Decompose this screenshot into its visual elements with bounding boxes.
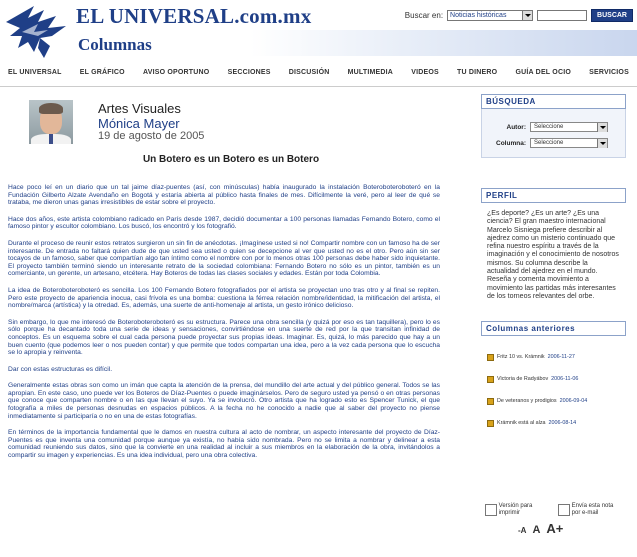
article-paragraph: Sin embargo, lo que me interesó de Boteroboteroboteró es su estructura. Parece una obra sencilla (y quizá por eso es tan taquillera), pero lo es sólo porque ha decantado toda una serie de ideas y sensaciones, convirtiéndose en una suerte de red por la que transitan infinidad de conceptos. Es un esquema sobre el cual cada persona puede proyectar sus propias ideas. Imaginar. Es, quizá, lo más parecido que hay a un buen cuento (que podemos leer o nos pueden contar) y que permite que todos compartan una idea, pero a la vez cada persona que lo escucha se lo apropia y reinventa.: [8, 318, 440, 357]
article-body: [8, 184, 440, 469]
search-input[interactable]: [537, 10, 587, 21]
list-item[interactable]: [481, 368, 626, 390]
column-author[interactable]: Mónica Mayer: [98, 116, 180, 131]
site-header: [0, 0, 637, 64]
columnas-anteriores-list: [481, 336, 626, 434]
print-label: Versión para imprimir: [498, 503, 533, 516]
nav-multimedia[interactable]: MULTIMEDIA: [347, 69, 394, 76]
autor-select-value: Seleccione: [534, 124, 564, 130]
bullet-icon: [487, 354, 494, 361]
article-paragraph: Hace poco leí en un diario que un tal jaime díaz-puentes (así, con minúsculas) había inaugurado la instalación Boteroboteroboteró en la Fundación Gilberto Alzate Avendaño en Bogotá y estaría abierta al público hasta finales de mes. Difícilmente la veré, pero al leer de qué se trataba, me dieron unas ganas irresistibles de estar sobre el proyecto.: [8, 184, 440, 207]
columna-label: Columna:: [496, 139, 526, 147]
columna-select[interactable]: [530, 138, 608, 148]
search-label: Buscar en:: [404, 11, 444, 20]
autor-select[interactable]: [530, 122, 608, 132]
email-label: Envía esta nota por e-mail: [571, 503, 614, 516]
search-scope-value: Noticias históricas: [450, 12, 507, 19]
autor-label: Autor:: [506, 123, 526, 131]
previous-column-title[interactable]: Fritz 10 vs. Krámnik: [497, 354, 545, 360]
bullet-icon: [487, 398, 494, 405]
previous-column-date: 2006-08-14: [548, 420, 577, 426]
nav-el-universal[interactable]: EL UNIVERSAL: [8, 69, 62, 76]
chevron-down-icon: [522, 11, 532, 20]
font-larger-button[interactable]: A+: [546, 521, 564, 536]
chevron-down-icon: [597, 139, 607, 148]
article-paragraph: En términos de la importancia fundamental que le damos en nuestra cultura al acto de nombrar, un aspecto interesante del proyecto de Díaz-Puentes es que inventa una comunidad porque aunque ya existía, no había sido nombrada. Pero no se limita a nombrar y delinear a esta comunidad reuniendo sus datos, sino que la convierte en una realidad al incluir a sus miembros en la elaboración de la obra, invitándolos a compartir su imagen y experiencias. Es una idea individual, pero una obra colectiva.: [8, 429, 440, 460]
nav-el-grafico[interactable]: EL GRÁFICO: [79, 69, 125, 76]
search-bar: [405, 9, 633, 22]
previous-column-date: 2006-09-04: [559, 398, 588, 404]
sidebar: [481, 94, 626, 434]
font-smaller-button[interactable]: -A: [518, 526, 527, 535]
nav-videos[interactable]: VIDEOS: [411, 69, 439, 76]
nav-secciones[interactable]: SECCIONES: [227, 69, 271, 76]
list-item[interactable]: [481, 346, 626, 368]
main-nav: [0, 69, 637, 83]
columnas-anteriores-heading: Columnas anteriores: [481, 321, 626, 336]
search-button[interactable]: BUSCAR: [591, 9, 633, 22]
previous-column-date: 2006-11-06: [551, 376, 579, 382]
bullet-icon: [487, 420, 494, 427]
previous-column-title[interactable]: Krámnik está al alza: [497, 420, 546, 426]
previous-column-date: 2006-11-27: [547, 354, 575, 360]
busqueda-box: [481, 109, 626, 158]
previous-column-title[interactable]: Victoria de Radyábov: [497, 376, 549, 382]
article-paragraph: Durante el proceso de reunir estos retratos surgieron un sin fin de anécdotas. ¡Imagínese usted si no! Compartir nombre con un famoso ha de ser interesante. De entrada no faltará quien dude de que usted sea usted o quien se decepcione al ver que usted no es el otro. Pero aún sin ser tocayos de un famoso, saber que compartían algo tan íntimo como el nombre con por lo menos otras 100 personas debe haber sido inquietante. El proyecto también terminó siendo un interesante retrato de la sociedad colombiana: Fernando Botero no sólo es un pintor, también es un comerciante, un gerente, un artesano, etcétera. Hay Boteros de todas las clases sociales y edades. Están por toda Colombia.: [8, 239, 440, 278]
column-title: Artes Visuales: [98, 101, 181, 116]
section-title: Columnas: [78, 35, 152, 54]
busqueda-heading: BÚSQUEDA: [481, 94, 626, 109]
print-button[interactable]: [485, 503, 545, 517]
nav-servicios[interactable]: SERVICIOS: [589, 69, 629, 76]
article-paragraph: Dar con estas estructuras es difícil.: [8, 365, 113, 373]
nav-guia-del-ocio[interactable]: GUÍA DEL OCIO: [515, 69, 571, 76]
font-normal-button[interactable]: A: [532, 524, 541, 536]
eagle-logo-icon[interactable]: [4, 2, 70, 62]
author-photo: [29, 100, 73, 144]
nav-aviso-oportuno[interactable]: AVISO OPORTUNO: [142, 69, 210, 76]
nav-tu-dinero[interactable]: TU DINERO: [457, 69, 498, 76]
column-date: 19 de agosto de 2005: [98, 130, 205, 142]
chevron-down-icon: [597, 123, 607, 132]
article-paragraph: Hace dos años, este artista colombiano radicado en París desde 1987, decidió documentar a 100 personas llamadas Fernando Botero, como el famoso pintor y escultor colombiano. Los buscó, los encontró y los fotografió.: [8, 215, 440, 231]
article-paragraph: Generalmente estas obras son como un imán que capta la atención de la prensa, del mundillo del arte actual y del público general. Todos se las apropian. En este caso, uno puede ver los Boteros de Díaz-Puentes o puede imaginárselos. Pero de seguro usted ya pensó o en otras personas que conoce que comparten nombre o en las que llevan el suyo. Ya se involucró. Otro artista que ha logrado esto es Spencer Tunick, el que fotografía a miles de personas desnudas en espacios públicos. A la fecha no he conocido a nadie que al saber del proyecto no piense inmediatamente si participaría o no en una de estas fotografías.: [8, 382, 440, 420]
nav-discusion[interactable]: DISCUSIÓN: [288, 69, 330, 76]
article-headline: Un Botero es un Botero es un Botero: [142, 154, 320, 165]
columna-row: [482, 135, 625, 151]
perfil-text: ¿Es deporte? ¿Es un arte? ¿Es una ciencia? El gran maestro internacional Marcelo Sisniega prefiere describir al ajedrez como un misterio continuado que refina nuestro espíritu a través de la imaginación y el conocimiento de nosotros mismos. Su columna describe la actualidad del ajedrez en el mundo. Reseña y comenta movimiento a movimiento las partidas más interesantes de los torneos relevantes del orbe.: [487, 210, 619, 300]
font-size-controls: [518, 521, 563, 536]
printer-icon: [485, 504, 497, 516]
list-item[interactable]: [481, 390, 626, 412]
list-item[interactable]: [481, 412, 626, 434]
autor-row: [482, 119, 625, 135]
site-title[interactable]: EL UNIVERSAL.com.mx: [76, 4, 312, 28]
nav-divider: [0, 86, 637, 87]
header-band: [250, 30, 637, 56]
perfil-heading: PERFIL: [481, 188, 626, 203]
article-paragraph: La idea de Boteroboteroboteró es sencilla. Los 100 Fernando Botero fotografiados por el artista se proyectan uno tras otro y al final se repiten. Pero este proyecto de apariencia inocua, casi frívola es una bomba: cuestiona la férrea relación nombre/identidad, la mitificación del artista, el nombre/marca (artística) y la otredad. Es, además, una suerte de anti-homenaje al artista, un gesto irónico delicioso.: [8, 286, 440, 310]
email-button[interactable]: [558, 503, 628, 517]
bullet-icon: [487, 376, 494, 383]
search-scope-select[interactable]: [447, 10, 533, 21]
columna-select-value: Seleccione: [534, 140, 564, 146]
previous-column-title[interactable]: De veteranos y prodigios: [497, 398, 557, 404]
email-icon: [558, 504, 570, 516]
article-tools: [483, 503, 633, 555]
